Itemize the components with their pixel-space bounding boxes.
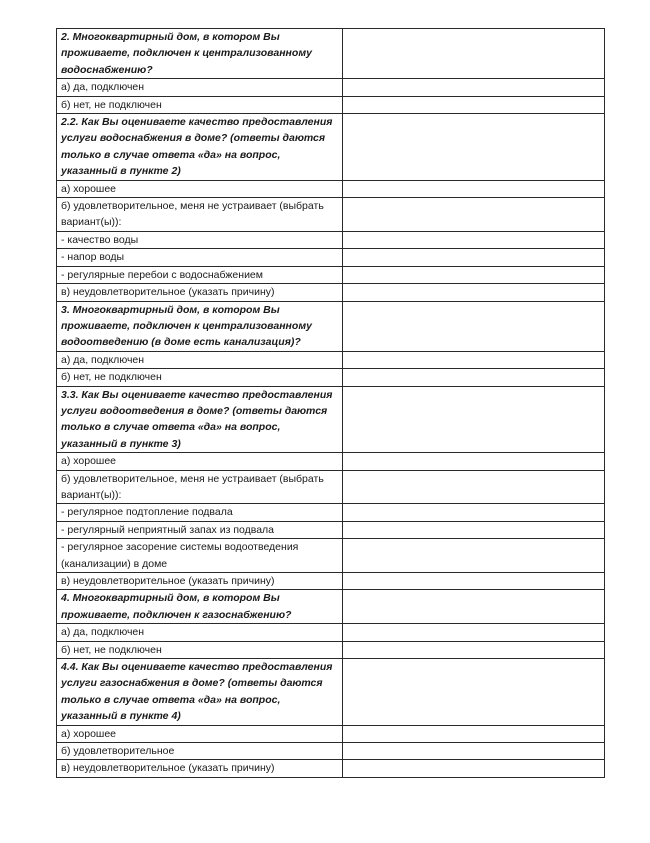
question-cell: 2.2. Как Вы оцениваете качество предоставления услуги водоснабжения в доме? (ответы даются только в случае ответа «да» на вопрос, указанный в пункте 2) [57,114,343,181]
table-row [57,369,605,386]
question-cell: 3. Многоквартирный дом, в котором Вы проживаете, подключен к централизованному водоотведению (в доме есть канализация)? [57,301,343,351]
answer-cell[interactable] [343,369,605,386]
table-row [57,743,605,760]
answer-cell[interactable] [343,743,605,760]
answer-cell[interactable] [343,249,605,266]
answer-cell[interactable] [343,453,605,470]
table-row [57,659,605,726]
option-cell: - регулярный неприятный запах из подвала [57,521,343,538]
option-cell: б) нет, не подключен [57,641,343,658]
answer-cell[interactable] [343,504,605,521]
question-cell: 2. Многоквартирный дом, в котором Вы проживаете, подключен к централизованному водоснабжению? [57,29,343,79]
option-cell: - регулярное подтопление подвала [57,504,343,521]
table-row [57,386,605,453]
survey-table [56,28,605,778]
answer-cell[interactable] [343,198,605,232]
option-cell: в) неудовлетворительное (указать причину) [57,573,343,590]
table-row [57,351,605,368]
answer-cell[interactable] [343,521,605,538]
answer-cell[interactable] [343,301,605,351]
option-cell: а) да, подключен [57,351,343,368]
answer-cell[interactable] [343,624,605,641]
survey-table-body [57,29,605,778]
table-row [57,590,605,624]
answer-cell[interactable] [343,114,605,181]
answer-cell[interactable] [343,284,605,301]
answer-cell[interactable] [343,180,605,197]
answer-cell[interactable] [343,641,605,658]
table-row [57,760,605,777]
table-row [57,470,605,504]
option-cell: а) хорошее [57,725,343,742]
option-cell: а) да, подключен [57,79,343,96]
question-cell: 4.4. Как Вы оцениваете качество предоставления услуги газоснабжения в доме? (ответы даются только в случае ответа «да» на вопрос, указанный в пункте 4) [57,659,343,726]
option-cell: - качество воды [57,231,343,248]
table-row [57,504,605,521]
table-row [57,231,605,248]
answer-cell[interactable] [343,29,605,79]
table-row [57,624,605,641]
table-row [57,180,605,197]
answer-cell[interactable] [343,351,605,368]
table-row [57,521,605,538]
table-row [57,79,605,96]
option-cell: а) хорошее [57,453,343,470]
table-row [57,453,605,470]
table-row [57,641,605,658]
question-cell: 3.3. Как Вы оцениваете качество предоставления услуги водоотведения в доме? (ответы даются только в случае ответа «да» на вопрос, указанный в пункте 3) [57,386,343,453]
table-row [57,249,605,266]
answer-cell[interactable] [343,470,605,504]
option-cell: а) да, подключен [57,624,343,641]
answer-cell[interactable] [343,266,605,283]
table-row [57,725,605,742]
option-cell: б) нет, не подключен [57,369,343,386]
answer-cell[interactable] [343,725,605,742]
option-cell: б) удовлетворительное [57,743,343,760]
answer-cell[interactable] [343,659,605,726]
answer-cell[interactable] [343,96,605,113]
option-cell: б) нет, не подключен [57,96,343,113]
answer-cell[interactable] [343,760,605,777]
table-row [57,114,605,181]
table-row [57,198,605,232]
option-cell: а) хорошее [57,180,343,197]
table-row [57,539,605,573]
option-cell: в) неудовлетворительное (указать причину) [57,284,343,301]
table-row [57,29,605,79]
table-row [57,266,605,283]
answer-cell[interactable] [343,573,605,590]
option-cell: - напор воды [57,249,343,266]
option-cell: б) удовлетворительное, меня не устраивает (выбрать вариант(ы)): [57,470,343,504]
question-cell: 4. Многоквартирный дом, в котором Вы проживаете, подключен к газоснабжению? [57,590,343,624]
answer-cell[interactable] [343,231,605,248]
table-row [57,96,605,113]
option-cell: - регулярные перебои с водоснабжением [57,266,343,283]
option-cell: - регулярное засорение системы водоотведения (канализации) в доме [57,539,343,573]
answer-cell[interactable] [343,539,605,573]
option-cell: в) неудовлетворительное (указать причину) [57,760,343,777]
table-row [57,301,605,351]
answer-cell[interactable] [343,590,605,624]
table-row [57,573,605,590]
answer-cell[interactable] [343,386,605,453]
table-row [57,284,605,301]
option-cell: б) удовлетворительное, меня не устраивает (выбрать вариант(ы)): [57,198,343,232]
answer-cell[interactable] [343,79,605,96]
